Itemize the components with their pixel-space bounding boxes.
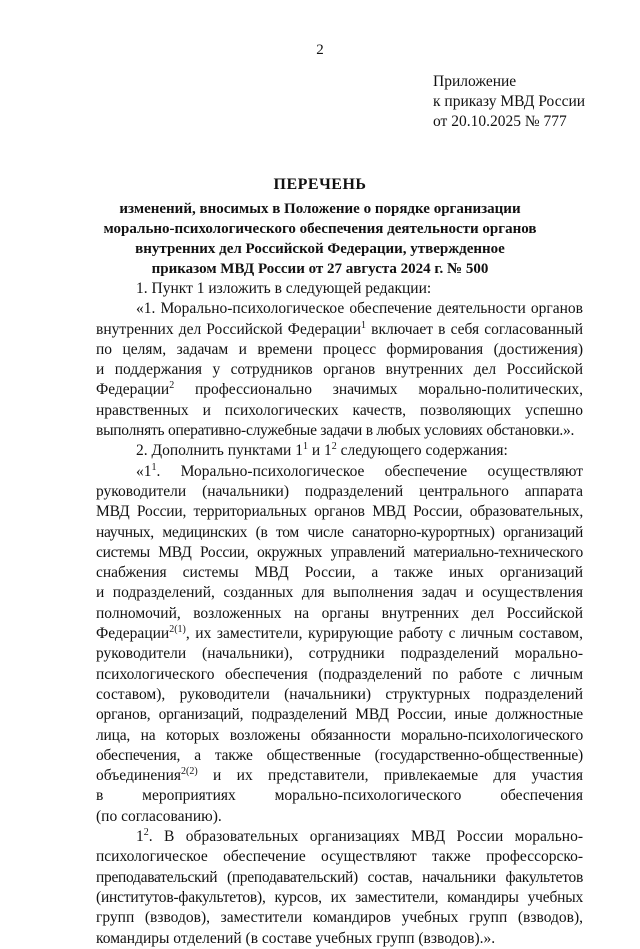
body-line: в мероприятиях морально-психологического обеспечения — [96, 787, 583, 805]
document-subtitle — [40, 199, 600, 279]
body-line: командиры отделений (в составе учебных групп (взводов).». — [96, 929, 496, 947]
footnote-ref: 2 — [331, 441, 337, 453]
body-line: научных, медицинских (в том числе санаторно-курортных) организаций — [96, 523, 583, 541]
document-title: ПЕРЕЧЕНЬ — [273, 176, 367, 193]
appendix-header — [433, 72, 585, 132]
body-line: снабжения системы МВД России, а также иных организаций — [96, 564, 583, 582]
body-line: и поддержания у сотрудников органов внутренних дел Российской — [96, 361, 583, 379]
body-line: руководители (начальники), сотрудники подразделений морально- — [96, 645, 583, 663]
body-line: Федерации$^{2(1)}$, их заместители, курирующие работу с личным составом, — [96, 624, 583, 643]
body-line: руководители (начальники) подразделений центрального аппарата — [96, 482, 583, 500]
body-line: нравственных и психологических качеств, позволяющих успешно — [96, 401, 583, 419]
body-line: обеспечения, а также общественные (государственно-общественные) — [96, 746, 583, 764]
body-line: (по согласованию). — [96, 807, 222, 825]
footnote-ref: 1 — [302, 441, 308, 453]
appendix-line: от 20.10.2025 № 777 — [433, 113, 567, 130]
body-line: психологическое обеспечение осуществляют также профессорско- — [96, 848, 583, 866]
body-line: Федерации$^2$ профессионально значимых морально-политических, — [96, 380, 583, 399]
body-line: объединения$^{2(2)}$ и их представители, привлекаемые для участия — [96, 766, 583, 785]
body-line: «$1^1$. Морально-психологическое обеспечение осуществляют — [136, 461, 583, 480]
footnote-ref: 2(1) — [169, 624, 186, 636]
subtitle-line: изменений, вносимых в Положение о порядке организации — [119, 201, 521, 217]
footnote-ref: 1 — [361, 319, 367, 331]
title-block — [40, 175, 600, 279]
body-line: групп (взводов), заместители командиров учебных групп (взводов), — [96, 909, 583, 927]
body-line: по целям, задачам и времени процесс формирования (достижения) — [96, 340, 583, 358]
body-line: и подразделений, созданных для выполнения задач и осуществления — [96, 584, 583, 602]
footnote-ref: 2 — [169, 380, 175, 392]
subtitle-line: морально-психологического обеспечения деятельности органов — [103, 221, 537, 237]
body-line: 2. Дополнить пунктами $1^1$ и $1^2$ следующего содержания: — [136, 441, 508, 460]
body-line: психологического обеспечения (подразделений по работе с личным — [96, 665, 583, 683]
document-body — [96, 279, 583, 949]
footnote-ref: 2(2) — [181, 766, 198, 778]
body-line: лица, на которых возложены обязанности морально-психологического — [96, 726, 583, 744]
subtitle-line: приказом МВД России от 27 августа 2024 г. № 500 — [151, 261, 489, 277]
body-line: (институтов-факультетов), курсов, их заместители, командиры учебных — [96, 888, 583, 906]
body-line: $1^2$. В образовательных организациях МВД России морально- — [136, 827, 583, 846]
page-number: 2 — [316, 42, 324, 58]
body-line: 1. Пункт 1 изложить в следующей редакции: — [136, 280, 432, 297]
body-line: органов, организаций, подразделений МВД России, иные должностные — [96, 706, 583, 724]
body-line: МВД России, территориальных органов МВД России, образовательных, — [96, 503, 583, 521]
body-line: «1. Морально-психологическое обеспечение деятельности органов — [136, 300, 583, 318]
appendix-line: Приложение — [433, 73, 517, 90]
body-line: системы МВД России, окружных управлений материально-технического — [96, 543, 583, 561]
superscript: 2 — [143, 827, 149, 839]
body-line: выполнять оперативно-служебные задачи в любых условиях обстановки.». — [96, 422, 575, 440]
body-line: внутренних дел Российской Федерации$^1$ включает в себя согласованный — [96, 319, 583, 338]
body-line: преподавательский (преподавательский) состав, начальники факультетов — [96, 868, 583, 886]
subtitle-line: внутренних дел Российской Федерации, утвержденное — [135, 241, 505, 257]
appendix-line: к приказу МВД России — [433, 93, 586, 110]
superscript: 1 — [151, 461, 157, 473]
body-line: составом), руководители (начальники) структурных подразделений — [96, 685, 583, 703]
body-line: полномочий, возложенных на органы внутренних дел Российской — [96, 604, 583, 622]
